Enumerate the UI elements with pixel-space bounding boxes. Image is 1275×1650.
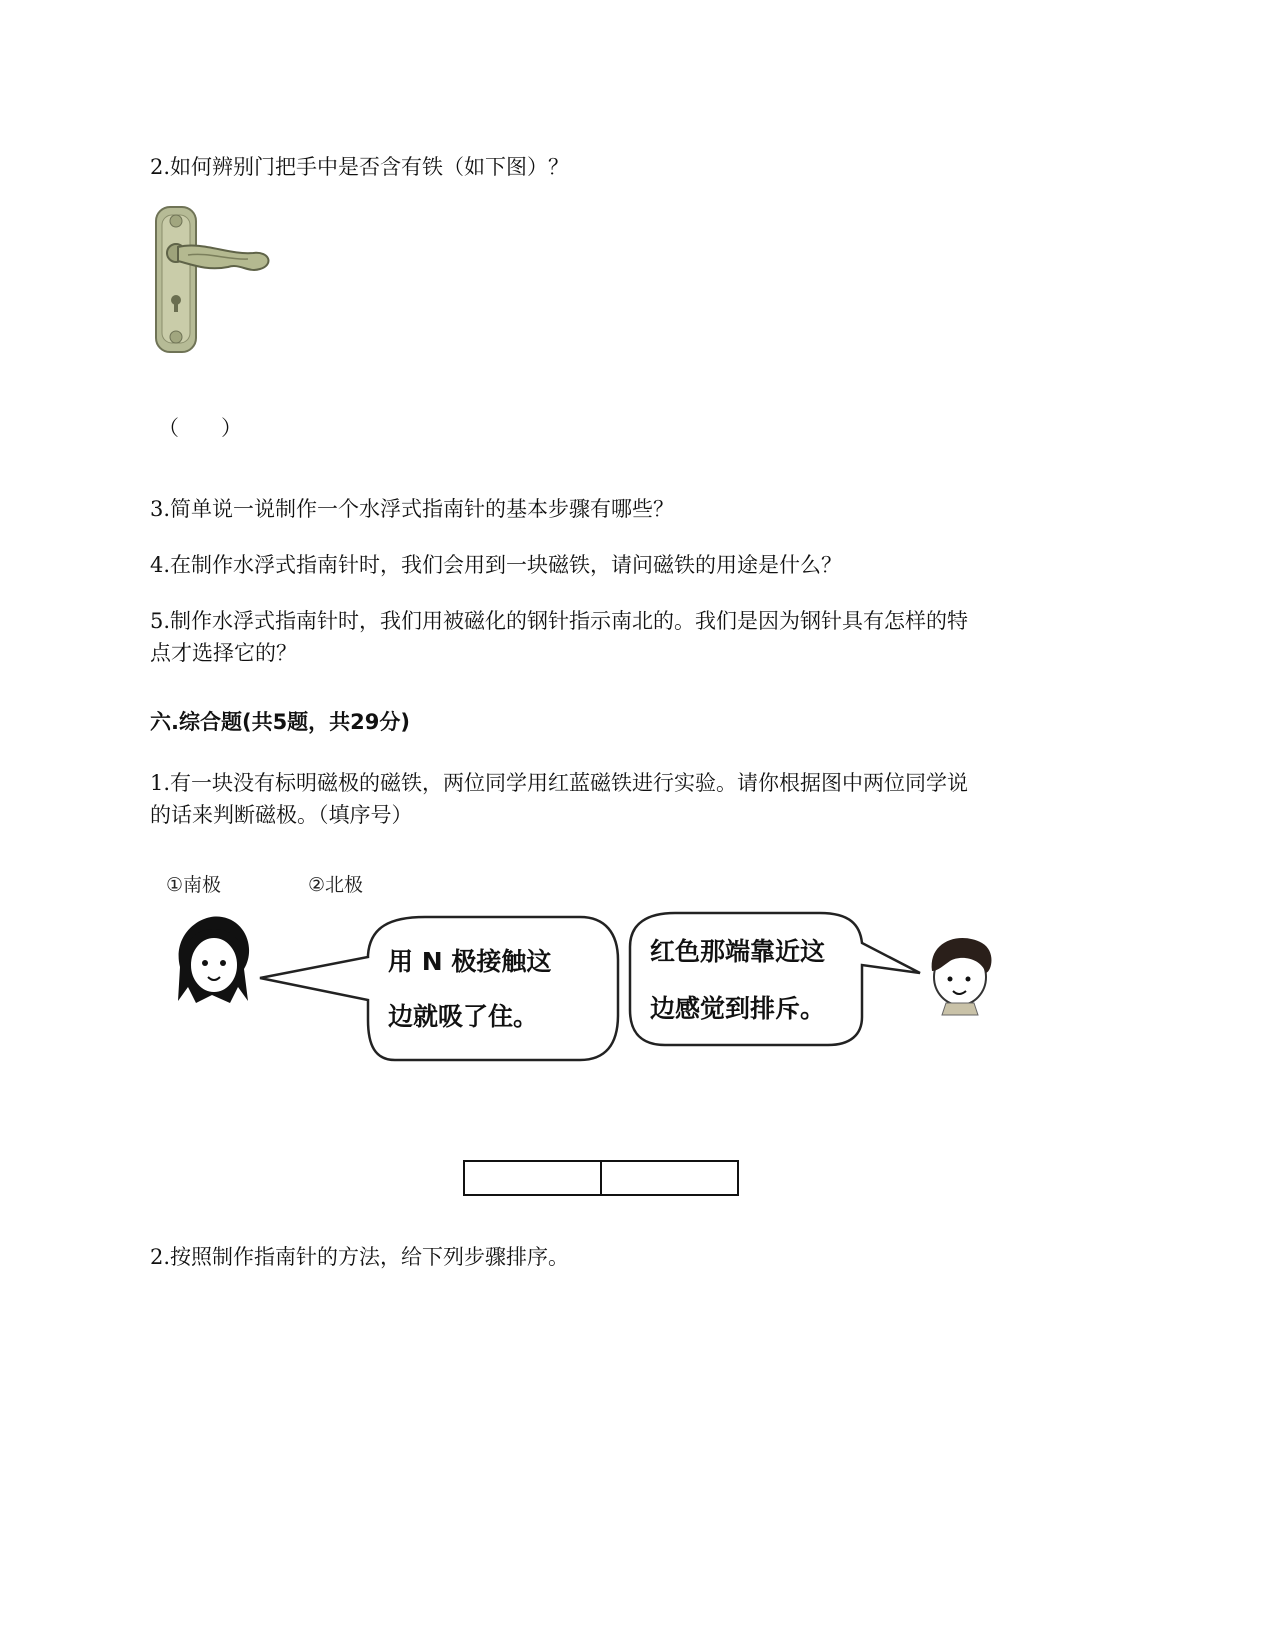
dialogue-illustration [160,905,1020,1085]
girl-bubble-line1: 用 N 极接触这 [388,947,552,976]
boy-bubble-line1: 红色那端靠近这 [650,937,826,966]
question-2: 2.如何辨别门把手中是否含有铁（如下图）？ [150,155,570,179]
answer-box[interactable] [463,1160,739,1196]
section6-question-1-line2: 的话来判断磁极。（填序号） [150,803,413,827]
girl-cartoon [178,917,249,1003]
door-handle-image [148,205,278,359]
question-3: 3.简单说一说制作一个水浮式指南针的基本步骤有哪些？ [150,497,675,521]
question-5-line1: 5.制作水浮式指南针时，我们用被磁化的钢针指示南北的。我们是因为钢针具有怎样的特 [150,609,969,633]
girl-bubble-line2: 边就吸了住。 [388,1002,539,1031]
option-south-pole: ①南极 [166,874,222,896]
boy-cartoon [932,938,992,1015]
answer-blank: （ ） [158,416,242,440]
section-heading: 六.综合题(共5题，共29分) [150,710,411,734]
question-5-line2: 点才选择它的？ [150,641,297,665]
answer-cell-right[interactable] [600,1162,737,1194]
boy-bubble-line2: 边感觉到排斥。 [650,994,826,1023]
section6-question-2: 2.按照制作指南针的方法，给下列步骤排序。 [150,1245,570,1269]
question-4: 4.在制作水浮式指南针时，我们会用到一块磁铁，请问磁铁的用途是什么？ [150,553,843,577]
section6-question-1-line1: 1.有一块没有标明磁极的磁铁，两位同学用红蓝磁铁进行实验。请你根据图中两位同学说 [150,771,969,795]
answer-cell-left[interactable] [465,1162,600,1194]
option-north-pole: ②北极 [308,874,364,896]
